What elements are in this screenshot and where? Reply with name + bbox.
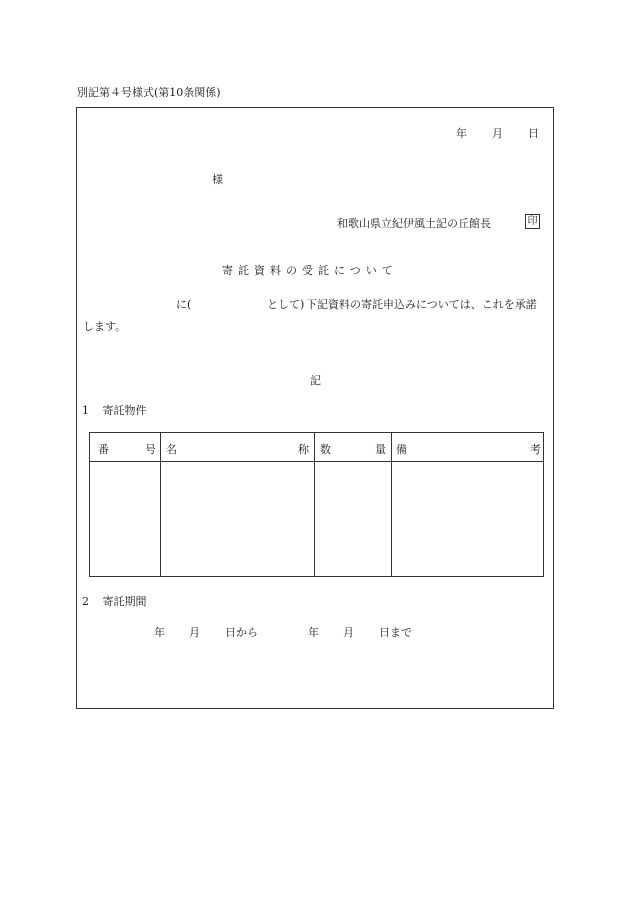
period-to-day: 日まで: [379, 626, 412, 639]
body-particle: に(: [176, 298, 192, 311]
period-to-year: 年: [308, 626, 319, 639]
table-column-divider: [160, 433, 161, 576]
header-remarks-left: 備: [396, 443, 407, 456]
section-1-heading: [82, 402, 147, 418]
header-name-left: 名: [166, 443, 177, 456]
table-column-divider: [314, 433, 315, 576]
header-name-right: 称: [298, 443, 309, 456]
body-text: 下記資料の寄託申込みについては、これを承諾: [306, 298, 537, 311]
table-column-divider: [391, 433, 392, 576]
header-number-right: 号: [145, 443, 156, 456]
period-from-year: 年: [154, 626, 165, 639]
seal-mark: 印: [525, 214, 540, 229]
header-quantity-right: 量: [375, 443, 386, 456]
period-from-month: 月: [189, 626, 200, 639]
body-as: として): [267, 298, 305, 311]
form-frame: [76, 107, 554, 709]
section-2-number: 2: [82, 595, 89, 608]
date-year: 年: [456, 127, 467, 140]
items-table: [89, 432, 544, 577]
section-2-heading: [82, 593, 147, 609]
date-day: 日: [528, 127, 539, 140]
table-header-divider: [90, 461, 543, 462]
period-from-day: 日から: [225, 626, 258, 639]
header-remarks-right: 考: [530, 443, 541, 456]
section-1-label: 寄託物件: [102, 404, 147, 417]
header-number-left: 番: [98, 443, 109, 456]
body-continuation: します。: [83, 320, 127, 333]
period-to-month: 月: [343, 626, 354, 639]
header-quantity-left: 数: [320, 443, 331, 456]
section-1-number: 1: [82, 404, 89, 417]
section-2-label: 寄託期間: [102, 595, 147, 608]
addressee-suffix: 様: [212, 173, 223, 186]
date-month: 月: [492, 127, 503, 140]
ki-heading: 記: [310, 374, 321, 387]
issuer-name: 和歌山県立紀伊風土記の丘館長: [337, 217, 491, 230]
document-title: 寄託資料の受託について: [222, 264, 398, 277]
form-number-label: 別記第４号様式(第10条関係): [77, 86, 221, 99]
